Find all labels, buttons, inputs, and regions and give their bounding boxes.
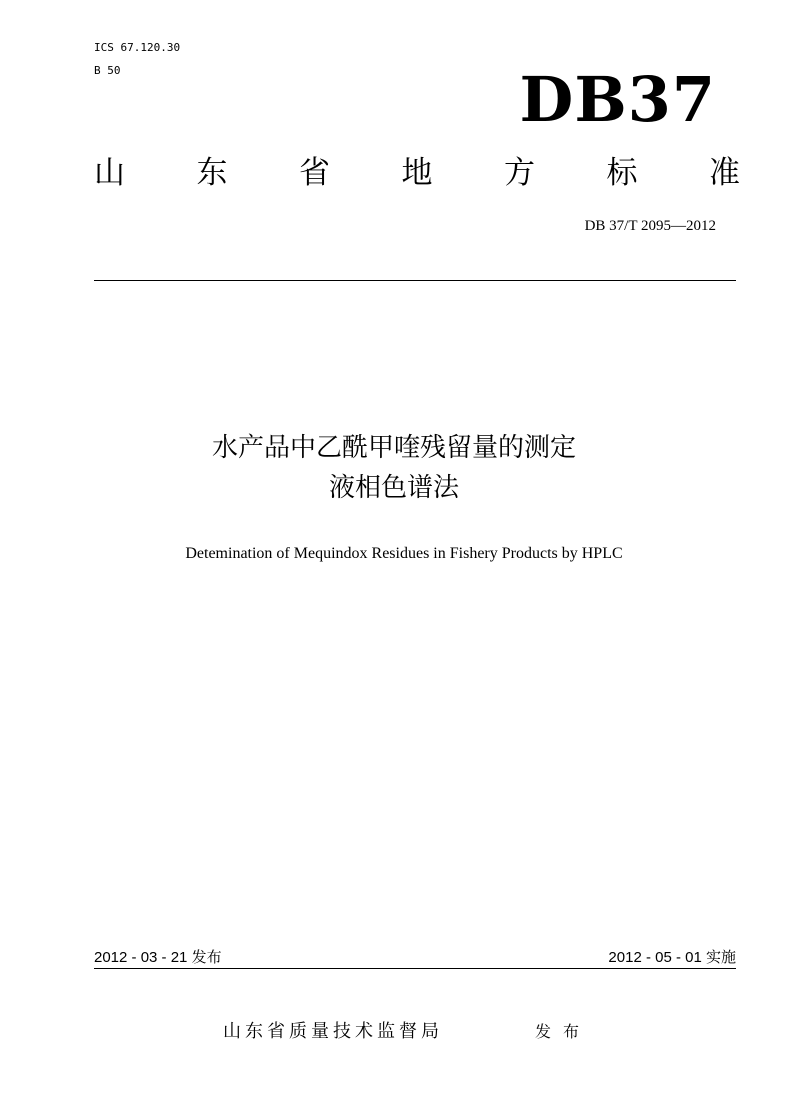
publisher-name: 山东省质量技术监督局 — [223, 1021, 443, 1042]
footer-divider — [94, 968, 736, 969]
standard-type-heading — [94, 153, 740, 193]
title-english: Detemination of Mequindox Residues in Fishery Products by HPLC — [185, 545, 623, 562]
standard-type-char: 地 — [401, 155, 433, 191]
standard-type-char: 东 — [196, 155, 228, 191]
standard-type-char: 准 — [709, 155, 740, 191]
header-divider — [94, 280, 736, 281]
standard-type-char: 山 — [94, 155, 125, 191]
classification-code: B 50 — [94, 64, 121, 77]
standard-type-char: 标 — [606, 155, 638, 191]
db37-logo: DB37 — [519, 63, 716, 136]
publish-label: 发布 — [535, 1022, 592, 1041]
title-chinese — [94, 428, 694, 508]
standard-type-char: 方 — [504, 155, 535, 191]
implementation-date: 2012 - 05 - 01 实施 — [608, 949, 736, 966]
title-chinese-line1: 水产品中乙酰甲喹残留量的测定 — [211, 433, 576, 463]
ics-code: ICS 67.120.30 — [94, 41, 181, 54]
issue-date: 2012 - 03 - 21 发布 — [94, 949, 222, 966]
standard-type-char: 省 — [299, 155, 330, 191]
standard-number: DB 37/T 2095—2012 — [584, 218, 716, 234]
title-chinese-line2: 液相色谱法 — [328, 473, 459, 503]
